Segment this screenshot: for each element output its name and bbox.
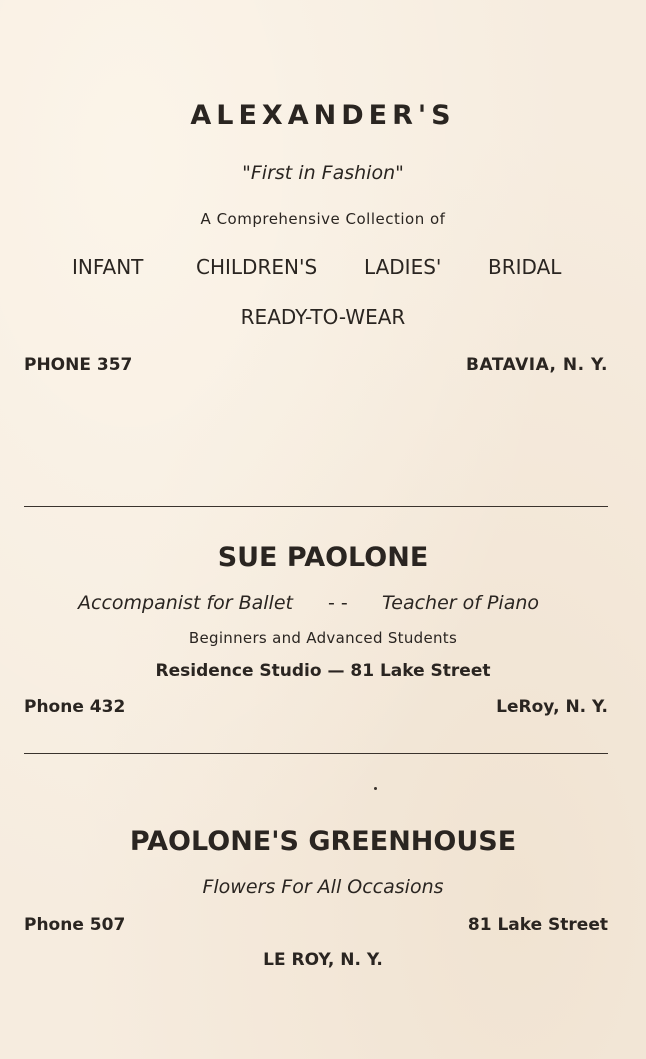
sue-role-left: Accompanist for Ballet (78, 592, 293, 614)
sue-role-separator: - - (328, 592, 348, 614)
category-ladies: LADIES' (364, 255, 442, 279)
alexanders-name: ALEXANDER'S (190, 100, 456, 131)
divider-2 (24, 753, 608, 754)
category-bridal: BRIDAL (488, 255, 562, 279)
greenhouse-location: LE ROY, N. Y. (263, 950, 383, 970)
sue-location: LeRoy, N. Y. (496, 697, 608, 717)
greenhouse-slogan: Flowers For All Occasions (202, 876, 444, 898)
sue-students: Beginners and Advanced Students (188, 629, 458, 647)
ink-speck (374, 787, 377, 790)
category-infant: INFANT (72, 255, 144, 279)
greenhouse-phone: Phone 507 (24, 915, 126, 935)
alexanders-phone: PHONE 357 (24, 355, 133, 375)
alexanders-slogan: "First in Fashion" (242, 162, 404, 184)
alexanders-intro: A Comprehensive Collection of (200, 210, 446, 228)
sue-role-right: Teacher of Piano (382, 592, 540, 614)
greenhouse-address: 81 Lake Street (467, 915, 608, 935)
sue-phone: Phone 432 (24, 697, 126, 717)
alexanders-location: BATAVIA, N. Y. (466, 355, 608, 375)
alexanders-ready-to-wear: READY-TO-WEAR (240, 305, 406, 329)
sue-studio: Residence Studio — 81 Lake Street (155, 661, 491, 681)
divider-1 (24, 506, 608, 507)
sue-name: SUE PAOLONE (217, 542, 429, 573)
greenhouse-name: PAOLONE'S GREENHOUSE (129, 826, 517, 857)
category-childrens: CHILDREN'S (196, 255, 318, 279)
